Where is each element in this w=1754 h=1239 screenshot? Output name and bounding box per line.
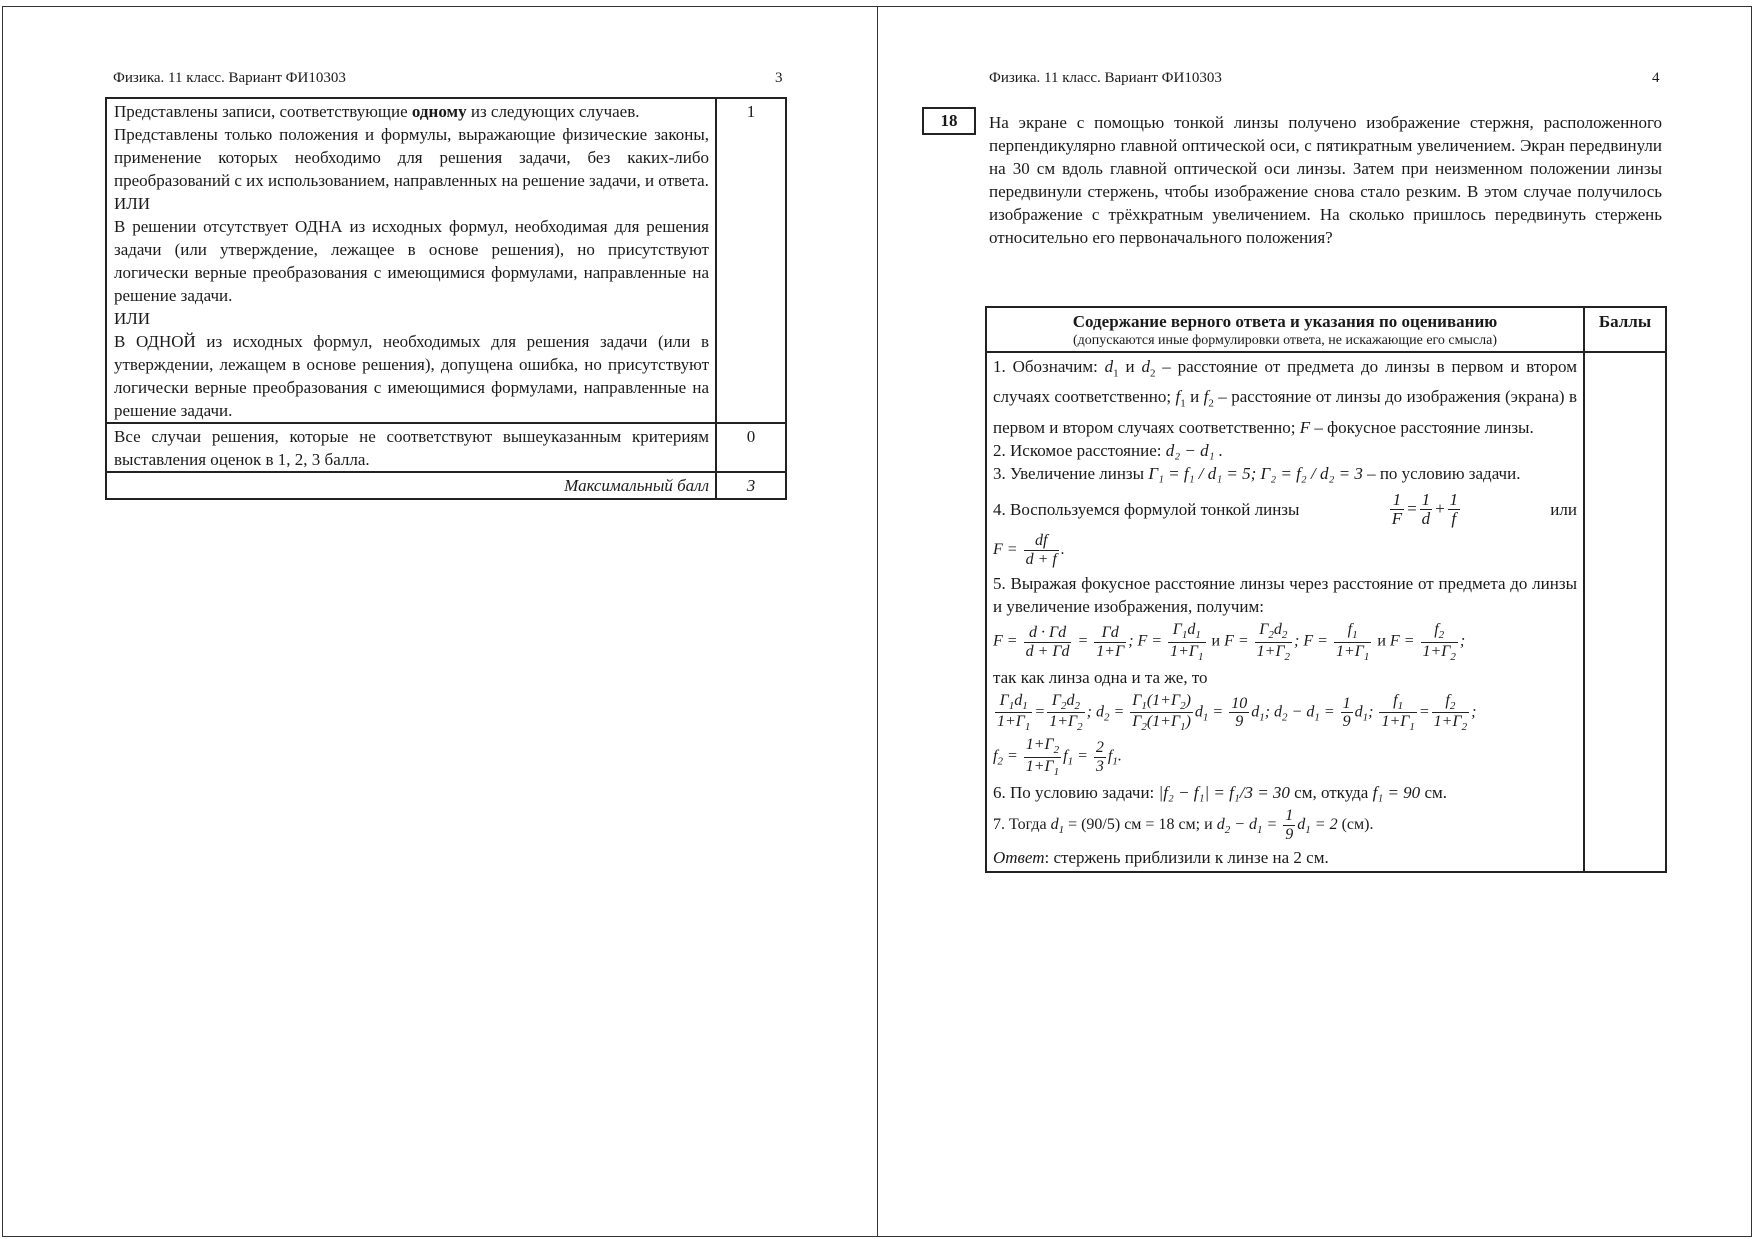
right-page-header: Физика. 11 класс. Вариант ФИ10303 (989, 70, 1222, 86)
step-5-formulas: F = $\frac{d \cdot \Gamma d}{d + \Gamma d}$ = $\frac{\Gamma d}{1+\Gamma}$ ; F = $\frac{\Gamma_1d_1}{1+\Gamma_1}$ и F = $\frac{\Gamma_2d_2}{1+\Gamma_2}$ ; F = $\frac{f_1}{1+\Gamma_1}$ и F = $\frac{f_2}{1+\Gamma_2}$ ; (993, 621, 1466, 663)
max-score-label: Максимальный балл (106, 472, 716, 499)
criteria-table (105, 97, 787, 500)
step-5: 5. Выражая фокусное расстояние линзы через расстояние от предмета до линзы и увеличение изображения, получим: (993, 574, 1577, 617)
step-5-derivation: $\frac{\Gamma_1d_1}{1+\Gamma_1}$ = $\frac{\Gamma_2d_2}{1+\Gamma_2}$ ; $d_2$ = $\frac{\Gamma_1(1+\Gamma_2)}{\Gamma_2(1+\Gamma_1)}$ $d_1$ = $\frac{10}{9}$ $d_1$; $d_2 - d_1$ = $\frac{1}{9}$ $d_1$; $\frac{f_1}{1+\Gamma_1}$ = $\frac{f_2}{1+\Gamma_2}$ ; (997, 691, 1477, 734)
criteria-max-row (106, 472, 786, 499)
solution-content (986, 352, 1584, 872)
step-4: 4. Воспользуемся формулой тонкой линзы $\frac{1}{F}$ = $\frac{1}{d}$ + $\frac{1}{f}$ или (993, 489, 1577, 529)
answer-table (985, 306, 1667, 873)
score-header: Баллы (1584, 307, 1666, 352)
answer-table-header (986, 307, 1666, 352)
step-5-f2: $f_2$ = $\frac{1+\Gamma_2}{1+\Gamma_1}$ $f_1$ = $\frac{2}{3}$ $f_1$. (993, 736, 1122, 778)
left-page-header: Физика. 11 класс. Вариант ФИ10303 (113, 70, 346, 86)
criteria-score-2: 0 (716, 423, 786, 472)
criteria-score-1: 1 (716, 98, 786, 423)
max-score-value: 3 (716, 472, 786, 499)
question-text: На экране с помощью тонкой линзы получено изображение стержня, расположенного перпендикулярно главной оптической оси, с пятикратным увеличением. Экран передвинули на 30 см вдоль главной оптической оси линзы. Затем при неизменном положении линзы передвинули стержень, чтобы изображение снова стало резким. В этом случае получилось изображение с трёхкратным увеличением. На сколько пришлось передвинуть стержень относительно его первоначального положения? (989, 113, 1662, 247)
page-divider (877, 6, 878, 1237)
criteria-row-2 (106, 423, 786, 472)
criteria-text-1: Представлены записи, соответствующие одному из следующих случаев. Представлены только положения и формулы, выражающие физические законы, применение которых необходимо для решения задачи, без каких-либо преобразований с их использованием, направленных на решение задачи, и ответа. ИЛИ В решении отсутствует ОДНА из исходных формул, необходимая для решения задачи (или утверждение, лежащее в основе решения), но присутствуют логически верные преобразования с имеющимися формулами, направленные на решение задачи. ИЛИ В ОДНОЙ из исходных формул, необходимых для решения задачи (или в утверждении, лежащем в основе решения), допущена ошибка, но присутствуют логически верные преобразования с имеющимися формулами, направленные на решение задачи. (106, 98, 716, 423)
left-page-number: 3 (775, 70, 783, 86)
step-7: 7. Тогда $d_1 = (90/5)$ см = 18 см; и $d_2 - d_1$ = $\frac{1}{9}$ $d_1 = 2$ (см). (993, 807, 1374, 843)
answer-header-cell: Содержание верного ответа и указания по оцениванию (допускаются иные формулировки ответа, не искажающие его смысла) (986, 307, 1584, 352)
step-3: 3. Увеличение линзы Γ₁ = f₁ / d₁ = 5; Γ₂ = f₂ / d₂ = 3 – по условию задачи. (993, 463, 1521, 483)
thin-lens-formula: $\frac{1}{F}$ = $\frac{1}{d}$ + $\frac{1}{f}$ (1391, 489, 1459, 529)
question-number-box: 18 (922, 107, 976, 135)
focal-length-formula: F = $\frac{df}{d + f}$ . (993, 532, 1065, 568)
step-2: 2. Искомое расстояние: d₂ − d₁ . (993, 440, 1224, 460)
step-5-then: так как линза одна и та же, то (993, 667, 1208, 687)
step-6: 6. По условию задачи: |f₂ − f₁| = f₁/3 = 30 см, откуда f₁ = 90 см. (993, 783, 1447, 803)
step-1: 1. Обозначим: $d_1$ и $d_2$ – расстояние от предмета до линзы в первом и втором случаях соответственно; $f_1$ и $f_2$ – расстояние от линзы до изображения (экрана) в первом и втором случаях соответственно; F – фокусное расстояние линзы. (993, 357, 1577, 437)
right-page-number: 4 (1652, 70, 1660, 86)
criteria-row-1 (106, 98, 786, 423)
answer-line: Ответ: стержень приблизили к линзе на 2 см. (993, 848, 1329, 868)
criteria-text-2: Все случаи решения, которые не соответствуют вышеуказанным критериям выставления оценок в 1, 2, 3 балла. (106, 423, 716, 472)
score-cell (1584, 352, 1666, 872)
answer-body-row (986, 352, 1666, 872)
